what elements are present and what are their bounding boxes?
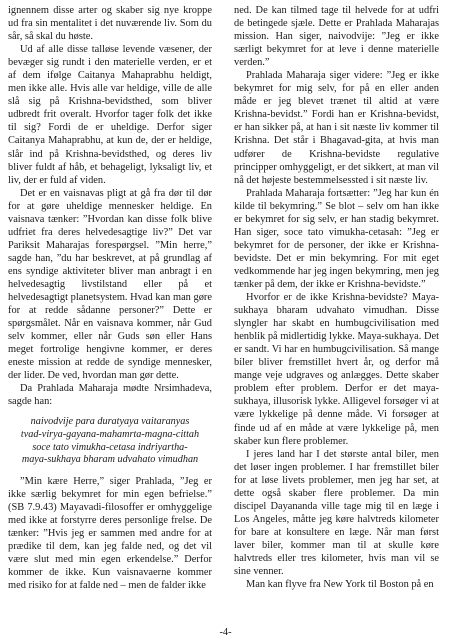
paragraph: Da Prahlada Maharaja mødte Nrsimhadeva, sagde han: (8, 383, 212, 408)
paragraph: Hvorfor er de ikke Krishna-bevidste? Maya-sukhaya bharam udvahato vimudhan. Disse slyngler har skabt en humbugcivilisation med henblik på midlertidig lykke. Maya-sukhaya. Det er sandt. Vi har en humbugcivilisation. Så mange biler bliver fremstillet hvert år, og derfor må mange veje udgraves og anlægges. Dette skaber problem efter problem. Derfor er det maya-sukhaya, illusorisk lykke. Alligevel forsøger vi at være lykkelige på denne måde. Vi forsøger at finde ud af en måde at være lykkelige på, men skaber kun flere problemer. (234, 292, 439, 447)
verse-line: tvad-virya-gayana-mahamrta-magna-cittah (20, 429, 200, 441)
paragraph: ignennem disse arter og skaber sig nye kroppe ud fra sin mentalitet i det nuværende liv. Som du sår, så skal du høste. (8, 5, 212, 43)
paragraph: Det er en vaisnavas pligt at gå fra dør til dør for at gøre uheldige mennesker heldige. En vaisnava tænker: ”Hvordan kan disse folk blive udfriet fra deres helvedesagtige liv?” Det var Pariksit Maharajas forespørgsel. ”Min herre,” sagde han, ”du har beskrevet, at på grundlag af ens syndige aktiviteter bliver man anbragt i en helvedesagtig livstilstand eller på et helvedesagtigt planetsystem. Hvad kan man gøre for at redde sådanne personer?” Dette er spørgsmålet. Når en vaisnava kommer, når Gud selv kommer, eller når Guds søn eller Hans meget fortrolige hengivne kommer, er deres eneste mission at redde de syndige mennesker, der lider. De ved, hvordan man gør dette. (8, 187, 212, 382)
paragraph: ”Min kære Herre,” siger Prahlada, ”Jeg er ikke særlig bekymret for min egen befrielse.” (SB 7.9.43) Mayavadi-filosoffer er omhyggelige med ikke at forstyrre deres personlige frelse. De tænker: ”Hvis jeg er sammen med andre for at prædike til dem, kan jeg falde ned, og det vil være slut med min egen erkendelse.” Derfor kommer de ikke. Kun vaisnavaerne kommer med risiko for at falde ned – men de falder ikke (8, 475, 212, 592)
paragraph: Ud af alle disse talløse levende væsener, der bevæger sig rundt i den materielle verden, er et af dem ifølge Caitanya Mahaprabhu heldigt, men ikke alle. Hvis alle var heldige, ville de alle slå sig på Krishna-bevidsthed, som bliver udbredt frit overalt. Hvorfor tager folk det ikke til sig? Fordi de er uheldige. Derfor siger Caitanya Mahaprabhu, at kun de, der er heldige, slår ind på Krishna-bevidsthed, og deres liv bliver fuldt af håb, et behageligt, lyksaligt liv, et liv, der er fuld af viden. (8, 44, 212, 186)
verse-line: maya-sukhaya bharam udvahato vimudhan (21, 454, 199, 466)
sanskrit-verse (8, 416, 212, 466)
left-column (8, 4, 212, 592)
page-number: -4- (219, 627, 232, 638)
paragraph: ned. De kan tilmed tage til helvede for at udfri de betingede sjæle. Dette er Prahlada Maharajas mission. Han siger, naivodvije: ”Jeg er ikke særligt bekymret for at leve i denne materielle verden.” (234, 5, 439, 69)
verse-line: naivodvije para duratyaya vaitaranyas (30, 416, 190, 428)
paragraph: I jeres land har I det største antal biler, men det løser ingen problemer. I har fremstillet biler for at løse livets problemer, men jeg har set, at dette også skaber flere problemer. Da min discipel Dayananda ville tage mig til en læge i Los Angeles, måtte jeg køre halvtreds kilometer for bare at konsultere en læge. Når man først laver biler, kommer man til at skulle køre halvtreds eller tres kilometer, hvis man vil se sine venner. (234, 448, 439, 578)
paragraph: Prahlada Maharaja siger videre: ”Jeg er ikke bekymret for mig selv, for på en eller anden måde er jeg blevet trænet til altid at være Krishna-bevidst.” Fordi han er Krishna-bevidst, er han sikker på, at han i sit næste liv kommer til Krishna. Det står i Bhagavad-gita, at hvis man udfører de Krishna-bevidste regulative principper omhyggeligt, er det sikkert, at man vil nå det højeste bestemmelsessted i sit næste liv. (234, 70, 439, 186)
paragraph: Man kan flyve fra New York til Boston på en (246, 579, 434, 591)
right-column (234, 4, 439, 591)
verse-line: soce tato vimukha-cetasa indriyartha- (32, 441, 188, 453)
paragraph: Prahlada Maharaja fortsætter: ”Jeg har kun én kilde til bekymring.” Se blot – selv om han ikke er bekymret for sig selv, er han stadig bekymret. Han siger, soce tato vimukha-cetasah: ”Jeg er bekymret for de personer, der ikke er Krishna-bevidste. Det er min bekymring. For mit eget vedkommende har jeg ingen bekymring, men jeg tænker på dem, der ikke er Krishna-bevidste.” (234, 187, 439, 290)
